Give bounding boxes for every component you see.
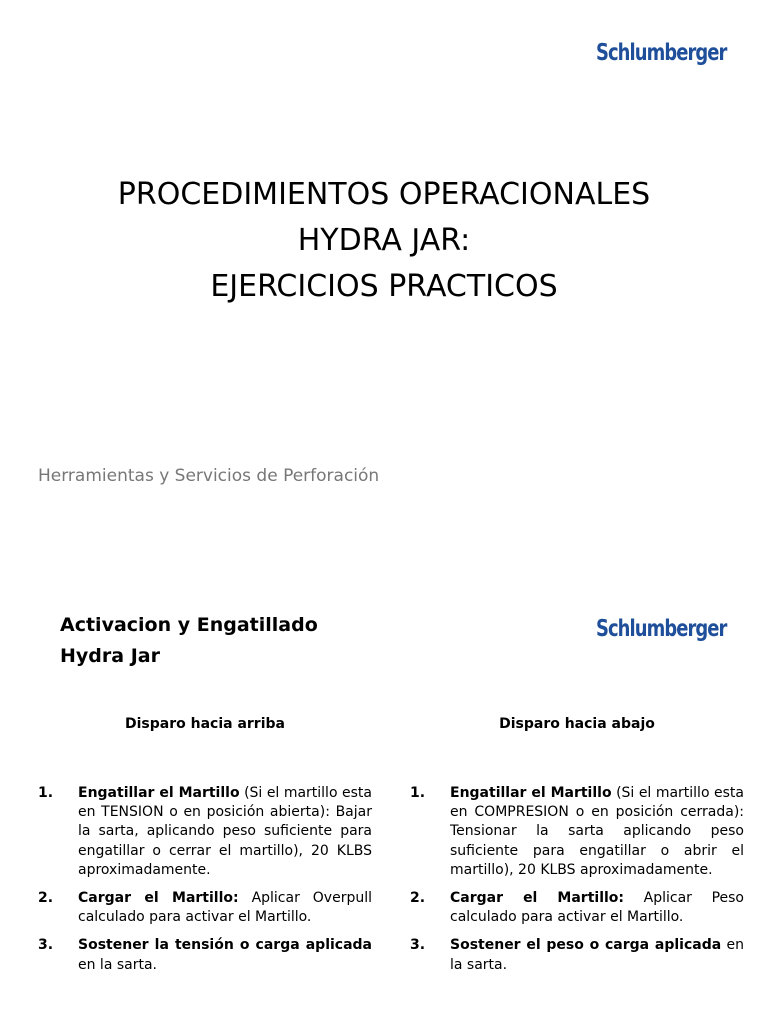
step-bold-text: Sostener el peso o carga aplicada [450,937,722,954]
list-item [38,936,372,974]
company-logo: Schlumberger [596,616,727,642]
step-number: 2. [38,890,54,907]
column-heading: Disparo hacia arriba [125,716,285,732]
list-item [38,889,372,927]
slide-title-line: HYDRA JAR: [297,223,471,258]
list-item [38,784,372,880]
step-rest-text: (Si el martillo esta en COMPRESION o en posición cerrada): Tensionar la sarta aplicando peso suficiente para engatillar o abrir el martillo), 20 KLBS aproximadamente. [450,785,744,878]
step-text [450,889,744,927]
slide-title-line: EJERCICIOS PRACTICOS [210,269,558,304]
slide-subtitle: Herramientas y Servicios de Perforación [38,466,380,486]
step-rest-text: en la sarta. [450,937,744,973]
step-bold-text: Engatillar el Martillo [450,785,612,801]
step-number: 3. [38,937,54,954]
step-bold-text: Sostener la tensión o carga aplicada [78,937,372,954]
step-bold-text: Cargar el Martillo: [78,890,239,907]
content-slide [0,576,768,1024]
step-text [450,936,744,974]
step-number: 3. [410,937,426,954]
column-heading: Disparo hacia abajo [499,716,655,732]
step-text [78,784,372,880]
slide-heading-line: Hydra Jar [60,645,160,667]
step-rest-text: Aplicar Peso calculado para activar el Martillo. [450,890,744,926]
step-text [78,936,372,974]
slide-title [0,172,768,310]
step-bold-text: Engatillar el Martillo [78,785,240,801]
step-number: 1. [410,785,426,801]
slide-heading [60,610,318,672]
step-rest-text: (Si el martillo esta en TENSION o en posición abierta): Bajar la sarta, aplicando peso suficiente para engatillar o cerrar el martillo), 20 KLBS aproximadamente. [78,785,372,878]
step-bold-text: Cargar el Martillo: [450,890,625,907]
list-item [410,936,744,974]
list-item [410,889,744,927]
slide-heading-line: Activacion y Engatillado [60,614,318,636]
step-list [410,784,744,984]
company-logo: Schlumberger [596,40,727,66]
slide-title-line: PROCEDIMIENTOS OPERACIONALES [117,177,651,212]
step-rest-text: en la sarta. [78,956,158,973]
step-text [78,889,372,927]
list-item [410,784,744,880]
step-number: 1. [38,785,54,801]
step-list [38,784,372,984]
step-text [450,784,744,880]
step-number: 2. [410,890,426,907]
step-rest-text: Aplicar Overpull calculado para activar el Martillo. [78,890,372,926]
